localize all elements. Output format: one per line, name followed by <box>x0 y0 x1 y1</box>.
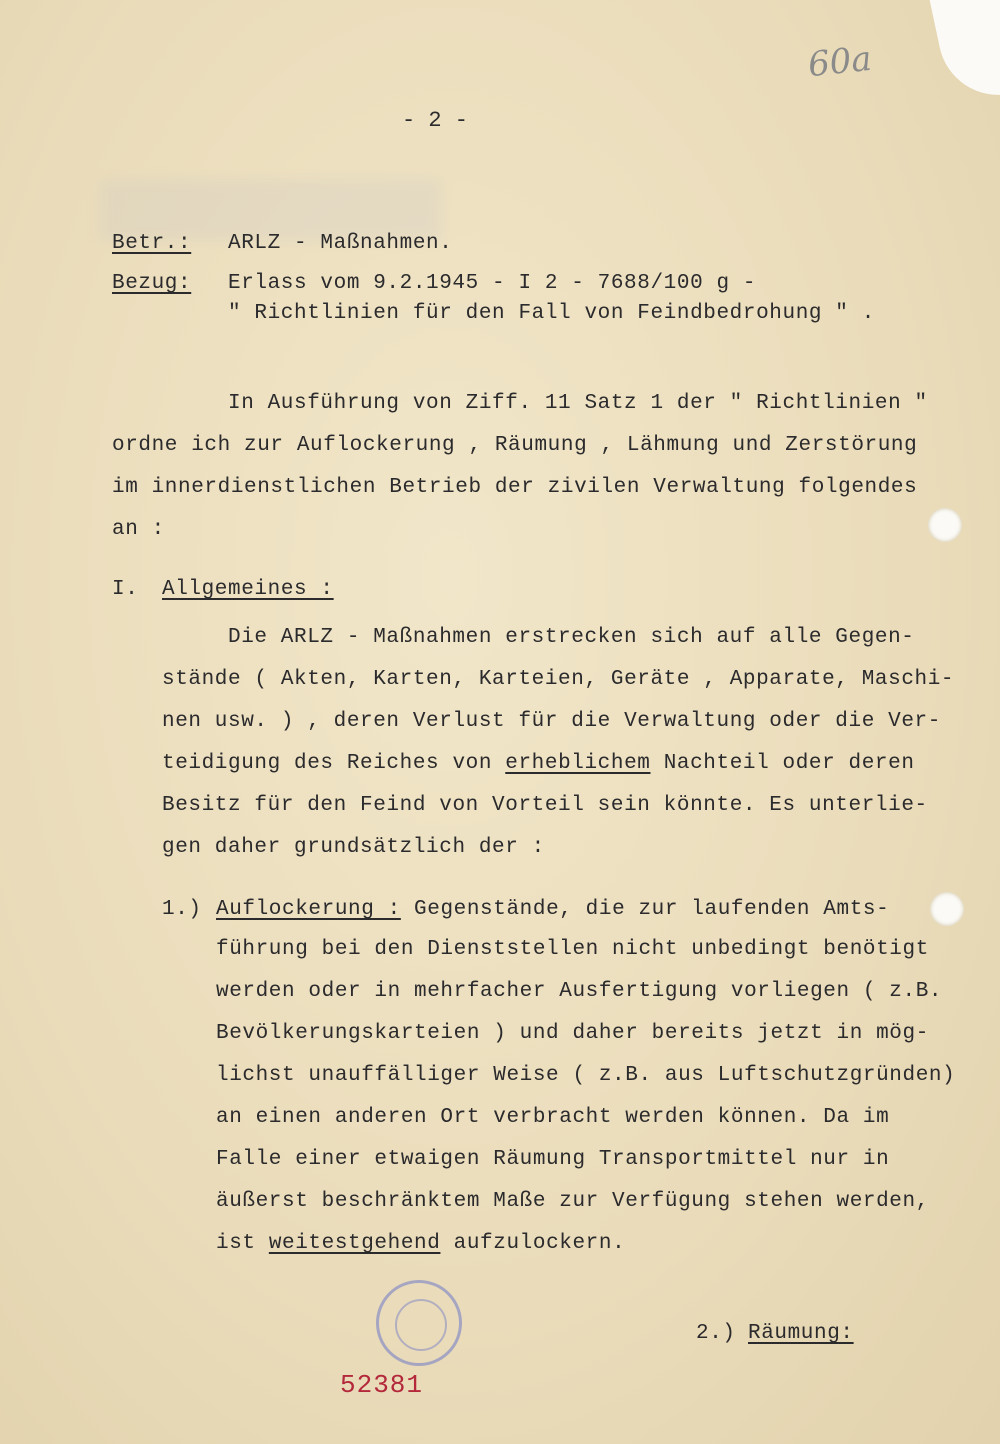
item-line-4: Bevölkerungskarteien ) und daher bereits jetzt in mög- <box>216 1022 929 1045</box>
section-number: I. <box>112 578 139 601</box>
emphasis-underlined: weitestgehend <box>268 1232 441 1255</box>
reference-line-1: Erlass vom 9.2.1945 - I 2 - 7688/100 g - <box>228 272 757 295</box>
subject-label: Betr.: <box>112 232 192 255</box>
item-line-2: führung bei den Dienststellen nicht unbedingt benötigt <box>216 938 929 961</box>
item-title: Auflockerung : <box>216 898 401 921</box>
intro-line-3: im innerdienstlichen Betrieb der zivilen Verwaltung folgendes <box>112 476 918 499</box>
next-item-title: Räumung: <box>748 1322 854 1345</box>
intro-line-4: an : <box>112 518 165 541</box>
intro-line-1: In Ausführung von Ziff. 11 Satz 1 der " Richtlinien " <box>228 392 928 415</box>
reference-label: Bezug: <box>112 272 192 295</box>
text-segment: Gegenstände, die zur laufenden Amts- <box>400 898 890 921</box>
page-number: - 2 - <box>402 108 469 133</box>
archive-stamp-inner-ring <box>395 1299 447 1351</box>
item-line-8: äußerst beschränktem Maße zur Verfügung stehen werden, <box>216 1190 929 1213</box>
punch-hole-bottom <box>930 892 964 926</box>
intro-line-2: ordne ich zur Auflockerung , Räumung , Lähmung und Zerstörung <box>112 434 918 457</box>
next-item-number: 2.) <box>696 1322 736 1345</box>
item-line-6: an einen anderen Ort verbracht werden können. Da im <box>216 1106 890 1129</box>
text-segment: teidigung des Reiches von <box>162 752 506 775</box>
section-title: Allgemeines : <box>162 578 334 601</box>
section-body-line-2: stände ( Akten, Karten, Karteien, Geräte , Apparate, Maschi- <box>162 668 955 691</box>
reference-line-2: " Richtlinien für den Fall von Feindbedrohung " . <box>228 302 875 325</box>
section-body-line-1: Die ARLZ - Maßnahmen erstrecken sich auf alle Gegen- <box>228 626 915 649</box>
item-line-5: lichst unauffälliger Weise ( z.B. aus Luftschutzgründen) <box>216 1064 956 1087</box>
item-line-1 <box>216 898 889 921</box>
punch-hole-top <box>928 508 962 542</box>
item-number: 1.) <box>162 898 202 921</box>
paper-stain <box>100 180 440 240</box>
section-body-line-4 <box>162 752 915 775</box>
archive-stamp <box>376 1280 462 1366</box>
text-segment: ist <box>216 1232 269 1255</box>
item-line-9 <box>216 1232 625 1255</box>
text-segment: aufzulockern. <box>440 1232 626 1255</box>
archive-number: 52381 <box>340 1370 424 1400</box>
emphasis-underlined: erheblichem <box>505 752 651 775</box>
handwritten-reference: 60a <box>806 38 874 86</box>
section-body-line-3: nen usw. ) , deren Verlust für die Verwaltung oder die Ver- <box>162 710 941 733</box>
item-line-3: werden oder in mehrfacher Ausfertigung vorliegen ( z.B. <box>216 980 943 1003</box>
item-line-7: Falle einer etwaigen Räumung Transportmittel nur in <box>216 1148 890 1171</box>
section-body-line-5: Besitz für den Feind von Vorteil sein könnte. Es unterlie- <box>162 794 928 817</box>
section-body-line-6: gen daher grundsätzlich der : <box>162 836 545 859</box>
text-segment: Nachteil oder deren <box>650 752 915 775</box>
torn-corner <box>929 0 1000 106</box>
subject-text: ARLZ - Maßnahmen. <box>228 232 453 255</box>
